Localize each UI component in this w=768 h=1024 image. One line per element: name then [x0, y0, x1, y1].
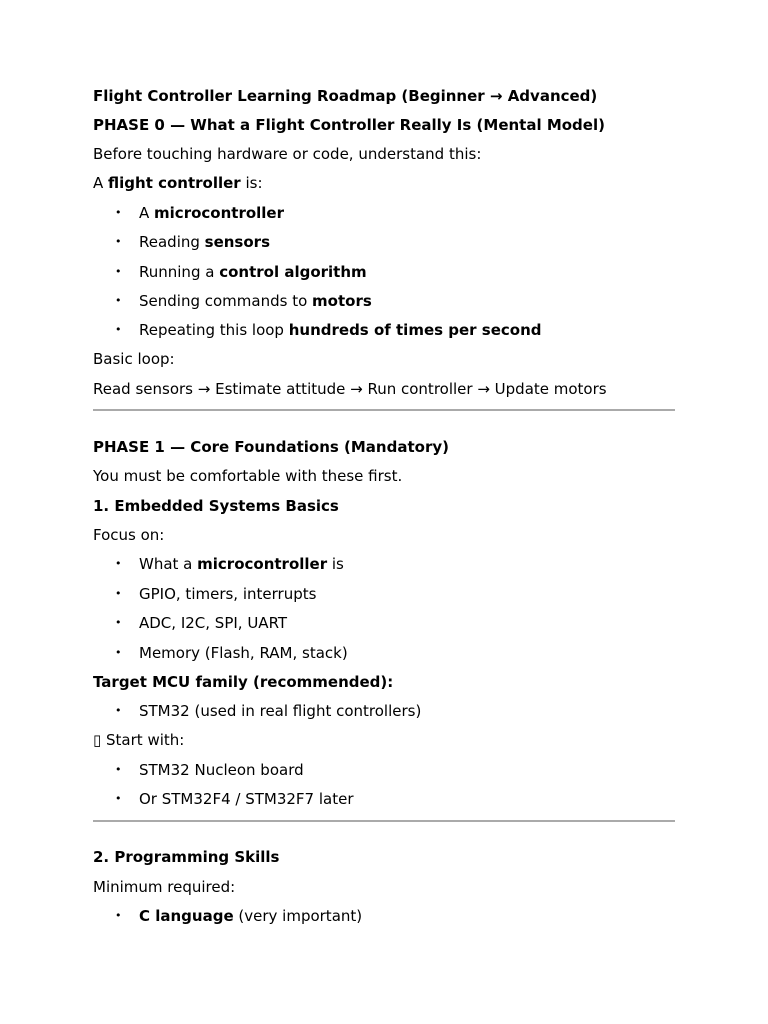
target-heading: Target MCU family (recommended): — [93, 673, 394, 691]
bullet-icon: • — [115, 646, 122, 659]
phase0-definition: A flight controller is: — [93, 174, 263, 192]
bullet-icon: • — [115, 909, 122, 922]
list-item: STM32 Nucleon board — [139, 761, 304, 779]
divider — [93, 409, 675, 411]
list-item: Repeating this loop hundreds of times per second — [139, 321, 542, 339]
phase1-intro: You must be comfortable with these first. — [93, 467, 403, 485]
list-item: C language (very important) — [139, 907, 363, 925]
phase1-heading: PHASE 1 — Core Foundations (Mandatory) — [93, 438, 449, 456]
bullet-icon: • — [115, 763, 122, 776]
bullet-icon: • — [115, 616, 122, 629]
section1-heading: 1. Embedded Systems Basics — [93, 497, 339, 515]
loop-label: Basic loop: — [93, 350, 175, 368]
list-item: What a microcontroller is — [139, 555, 344, 573]
list-item: Running a control algorithm — [139, 263, 367, 281]
list-item: A microcontroller — [139, 204, 284, 222]
section2-heading: 2. Programming Skills — [93, 848, 280, 866]
list-item: GPIO, timers, interrupts — [139, 585, 317, 603]
list-item: Reading sensors — [139, 233, 270, 251]
bullet-icon: • — [115, 265, 122, 278]
list-item: Or STM32F4 / STM32F7 later — [139, 790, 354, 808]
list-item: ADC, I2C, SPI, UART — [139, 614, 288, 632]
document-title: Flight Controller Learning Roadmap (Beginner → Advanced) — [93, 87, 598, 105]
missing-glyph-icon: ▯ — [93, 731, 102, 749]
bullet-icon: • — [115, 294, 122, 307]
bullet-icon: • — [115, 323, 122, 336]
list-item: Sending commands to motors — [139, 292, 372, 310]
bullet-icon: • — [115, 792, 122, 805]
start-with-label: ▯ Start with: — [93, 731, 185, 749]
phase0-intro: Before touching hardware or code, understand this: — [93, 145, 482, 163]
list-item: Memory (Flash, RAM, stack) — [139, 644, 348, 662]
divider — [93, 820, 675, 822]
bullet-icon: • — [115, 557, 122, 570]
list-item: STM32 (used in real flight controllers) — [139, 702, 422, 720]
min-label: Minimum required: — [93, 878, 236, 896]
bullet-icon: • — [115, 206, 122, 219]
focus-label: Focus on: — [93, 526, 165, 544]
bullet-icon: • — [115, 235, 122, 248]
bullet-icon: • — [115, 587, 122, 600]
phase0-heading: PHASE 0 — What a Flight Controller Really Is (Mental Model) — [93, 116, 605, 134]
loop-text: Read sensors → Estimate attitude → Run controller → Update motors — [93, 380, 607, 398]
bullet-icon: • — [115, 704, 122, 717]
